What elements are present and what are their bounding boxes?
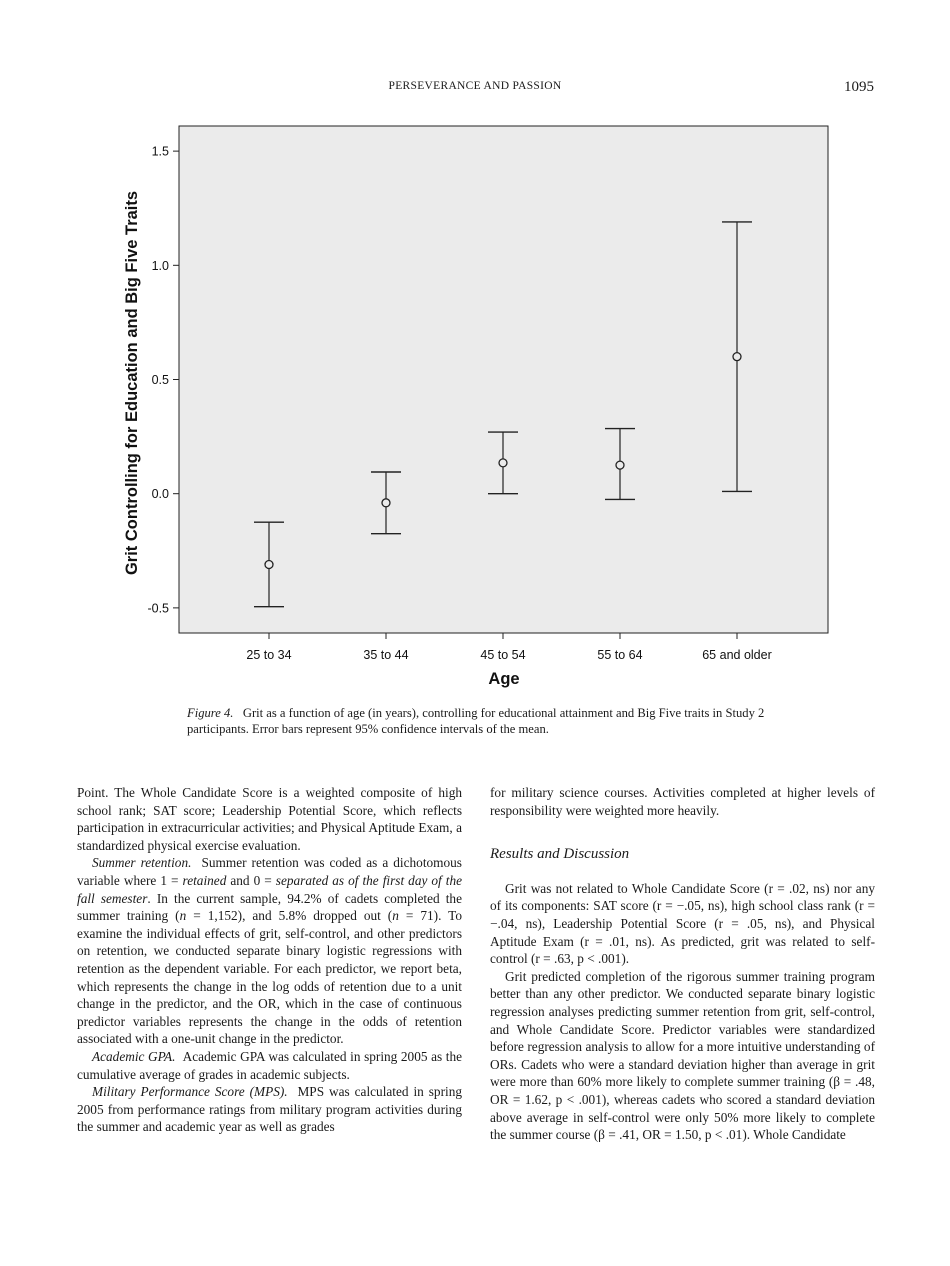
y-tick-label: -0.5 (147, 601, 169, 616)
figure-caption (187, 705, 777, 737)
y-axis-ticks (147, 145, 179, 616)
subheading: Summer retention. (92, 855, 192, 871)
x-tick-label: 55 to 64 (597, 648, 643, 662)
paragraph-summer-retention: Summer retention. Summer retention was coded as a dichotomous variable where 1 = retained and 0 = separated as of the first day of the fall semester. In the current sample, 94.2% of cadets completed the summer training (n = 1,152), and 5.8% dropped out (n = 71). To examine the individual effects of grit, self-control, and other predictors on retention, we conducted separate binary logistic regressions with retention as the dependent variable. For each predictor, we report beta, which represents the change in the log odds of retention due to a unit change in the predictor, and the OR, which in the case of continuous predictor variables represents the change in the odds of retention associated with a one-unit change in the predictor. (77, 855, 463, 1047)
left-column (77, 784, 462, 1136)
figure-4-chart (110, 118, 850, 698)
plot-area (179, 126, 828, 633)
section-heading: Results and Discussion (490, 846, 630, 863)
y-axis-label: Grit Controlling for Education and Big Five Traits (123, 190, 141, 576)
x-tick-label: 45 to 54 (480, 648, 526, 662)
right-column (490, 784, 875, 1144)
running-head: PERSEVERANCE AND PASSION (388, 80, 562, 92)
page-number: 1095 (844, 79, 874, 95)
paragraph: Point. The Whole Candidate Score is a weighted composite of high school rank; SAT score; Leadership Potential Score, which reflects participation in extracurricular activities; and Physical Aptitude Exam, a standardized physical exercise evaluation. (77, 785, 462, 853)
y-tick-label: 0.5 (151, 373, 169, 387)
paragraph: Grit predicted completion of the rigorous summer training program better than any other predictor. We conducted separate binary logistic regression analyses predicting summer retention from grit, self-control, and Whole Candidate Score. Predictor variables were standardized before regression analysis to allow for a more intuitive understanding of ORs. Cadets who were a standard deviation higher than average in grit were more than 60% more likely to complete summer training (β = .48, OR = 1.62, p < .001), whereas cadets who scored a standard deviation above average in self-control were only 50% more likely to complete the summer course (β = .41, OR = 1.50, p < .01). Whole Candidate (490, 968, 875, 1143)
mean-point (616, 461, 624, 469)
subheading: Academic GPA. (92, 1048, 176, 1064)
y-tick-label: 0.0 (151, 487, 169, 502)
caption-text: Grit as a function of age (in years), controlling for educational attainment and Big Five traits in Study 2 participants. Error bars represent 95% confidence intervals of the mean. (187, 706, 765, 736)
x-axis-label: Age (488, 670, 520, 688)
mean-point (265, 560, 273, 568)
x-tick-label: 65 and older (702, 648, 772, 662)
mean-point (499, 459, 507, 467)
y-tick-label: 1.0 (151, 258, 169, 273)
mean-point (382, 499, 390, 507)
x-tick-label: 25 to 34 (246, 648, 292, 662)
x-axis-ticks (246, 633, 771, 662)
paragraph: for military science courses. Activities completed at higher levels of responsibility were weighted more heavily. (490, 785, 875, 818)
paragraph: Grit was not related to Whole Candidate Score (r = .02, ns) nor any of its components: SAT score (r = −.05, ns), high school class rank (r = −.04, ns), Leadership Potential Score (r = .05, ns), and Physical Aptitude Exam (r = .01, ns). As predicted, grit was related to self-control (r = .63, p < .001). (490, 880, 875, 967)
mean-point (733, 353, 741, 361)
paragraph-academic-gpa: Academic GPA. Academic GPA was calculated in spring 2005 as the cumulative average of grades in academic subjects. (77, 1048, 463, 1082)
paragraph-mps: Military Performance Score (MPS). MPS was calculated in spring 2005 from performance ratings from military program activities during the summer and academic year as well as grades (77, 1084, 462, 1135)
subheading: Military Performance Score (MPS). (92, 1084, 288, 1100)
y-tick-label: 1.5 (151, 144, 169, 159)
caption-label: Figure 4. (187, 706, 234, 720)
x-tick-label: 35 to 44 (363, 648, 409, 662)
